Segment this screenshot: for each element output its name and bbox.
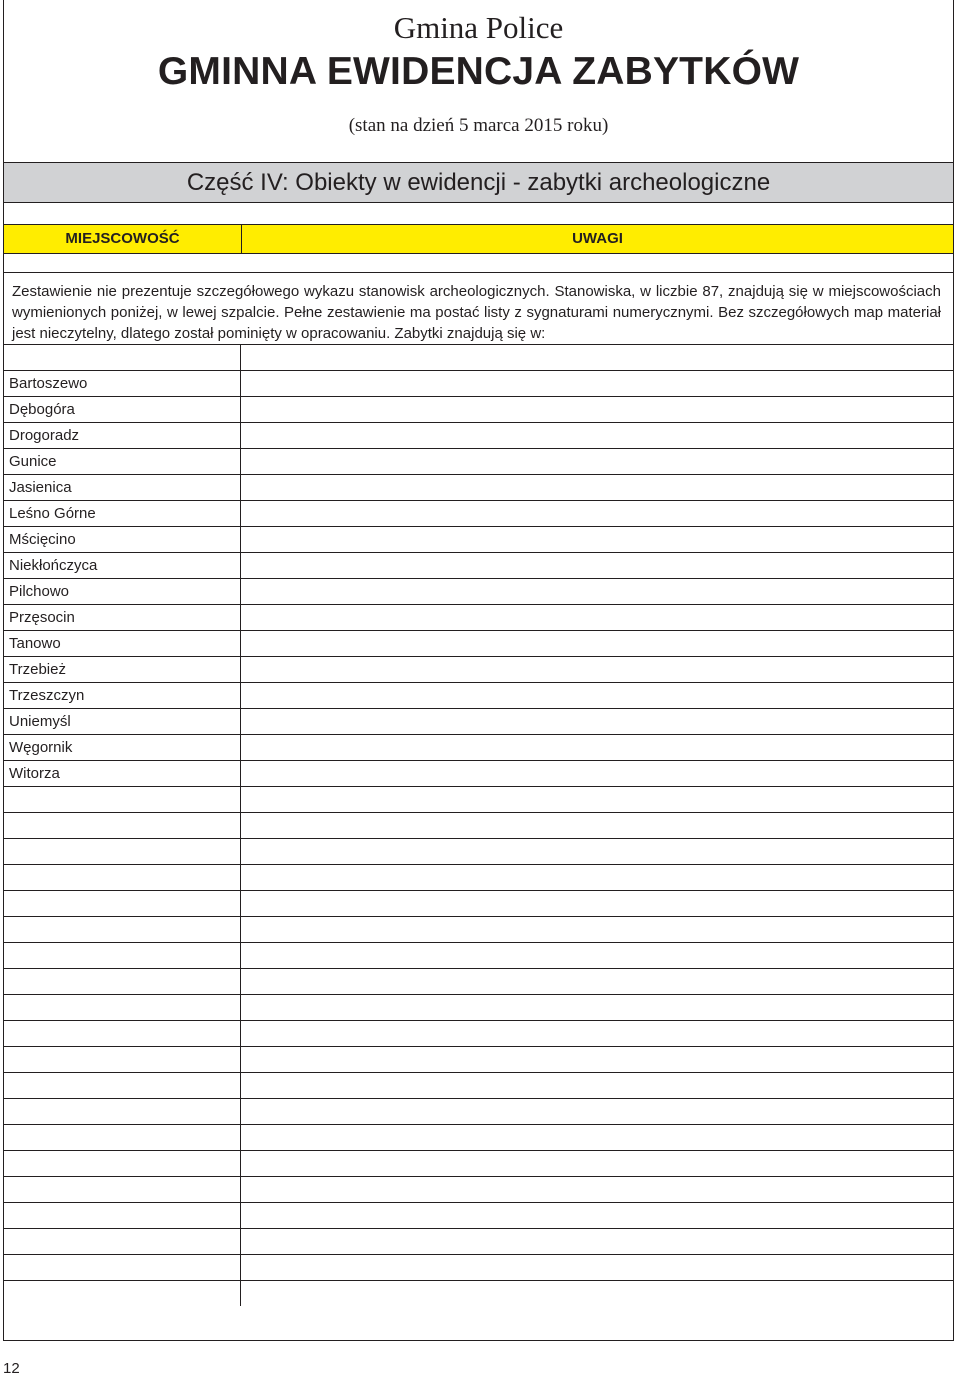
- table-row: [4, 708, 953, 734]
- place-name: [4, 1047, 241, 1072]
- table-row: [4, 1254, 953, 1280]
- table-row: [4, 682, 953, 708]
- place-name: [4, 1021, 241, 1046]
- table-row: [4, 1098, 953, 1124]
- table-row: [4, 344, 953, 370]
- place-name: Drogoradz: [4, 423, 241, 448]
- place-name: [4, 1229, 241, 1254]
- place-name: [4, 865, 241, 890]
- table-row: [4, 890, 953, 916]
- divider: [4, 272, 953, 273]
- place-name: Pilchowo: [4, 579, 241, 604]
- place-name: [4, 969, 241, 994]
- document-header: [4, 0, 953, 163]
- table-row: [4, 760, 953, 786]
- place-name: [4, 1281, 241, 1306]
- place-name: Jasienica: [4, 475, 241, 500]
- table-row: [4, 1202, 953, 1228]
- places-table: [4, 344, 953, 1306]
- table-row: [4, 994, 953, 1020]
- table-row: [4, 1046, 953, 1072]
- table-row: [4, 1228, 953, 1254]
- place-name: [4, 345, 241, 370]
- place-name: [4, 943, 241, 968]
- place-name: Mścięcino: [4, 527, 241, 552]
- table-row: [4, 500, 953, 526]
- place-name: [4, 839, 241, 864]
- place-name: Leśno Górne: [4, 501, 241, 526]
- table-row: [4, 916, 953, 942]
- place-name: [4, 917, 241, 942]
- place-name: [4, 1099, 241, 1124]
- table-row: [4, 1176, 953, 1202]
- table-row: [4, 968, 953, 994]
- place-name: [4, 891, 241, 916]
- place-name: Węgornik: [4, 735, 241, 760]
- table-row: [4, 578, 953, 604]
- table-row: [4, 604, 953, 630]
- place-name: Trzebież: [4, 657, 241, 682]
- table-row: [4, 630, 953, 656]
- page-number: 12: [3, 1360, 20, 1377]
- table-row: [4, 474, 953, 500]
- table-row: [4, 734, 953, 760]
- place-name: Witorza: [4, 761, 241, 786]
- column-header-miejscowosc: MIEJSCOWOŚĆ: [4, 225, 242, 253]
- table-row: [4, 526, 953, 552]
- place-name: Przęsocin: [4, 605, 241, 630]
- place-name: Tanowo: [4, 631, 241, 656]
- place-name: [4, 813, 241, 838]
- table-row: [4, 812, 953, 838]
- note-paragraph: Zestawienie nie prezentuje szczegółowego wykazu stanowisk archeologicznych. Stanowiska, w liczbie 87, znajdują się w miejscowościach wymienionych poniżej, w lewej szpalcie. Pełne zestawienie ma postać listy z sygnaturami numerycznymi. Bez szczegółowych map materiał jest nieczytelny, dlatego został pominięty w opracowaniu. Zabytki znajdują się w:: [12, 283, 941, 342]
- table-row: [4, 448, 953, 474]
- column-header-uwagi: UWAGI: [572, 230, 623, 247]
- table-row: [4, 1280, 953, 1306]
- document-title: GMINNA EWIDENCJA ZABYTKÓW: [157, 50, 800, 93]
- place-name: Gunice: [4, 449, 241, 474]
- table-row: [4, 864, 953, 890]
- table-row: [4, 396, 953, 422]
- place-name: [4, 995, 241, 1020]
- table-row: [4, 370, 953, 396]
- table-row: [4, 1150, 953, 1176]
- table-row: [4, 942, 953, 968]
- place-name: Trzeszczyn: [4, 683, 241, 708]
- document-frame: [3, 0, 954, 1341]
- table-row: [4, 422, 953, 448]
- table-row: [4, 1072, 953, 1098]
- place-name: [4, 1073, 241, 1098]
- place-name: [4, 1177, 241, 1202]
- place-name: Niekłończyca: [4, 553, 241, 578]
- place-name: [4, 787, 241, 812]
- table-row: [4, 1124, 953, 1150]
- place-name: [4, 1125, 241, 1150]
- place-name: Bartoszewo: [4, 371, 241, 396]
- table-row: [4, 838, 953, 864]
- table-header: [4, 224, 953, 254]
- document-date: (stan na dzień 5 marca 2015 roku): [348, 115, 609, 136]
- table-row: [4, 552, 953, 578]
- place-name: [4, 1255, 241, 1280]
- place-name: [4, 1203, 241, 1228]
- table-row: [4, 1020, 953, 1046]
- table-row: [4, 786, 953, 812]
- place-name: [4, 1151, 241, 1176]
- place-name: Uniemyśl: [4, 709, 241, 734]
- municipality-name: Gmina Police: [393, 10, 564, 45]
- section-title: Część IV: Obiekty w ewidencji - zabytki archeologiczne: [4, 163, 953, 203]
- place-name: Dębogóra: [4, 397, 241, 422]
- table-row: [4, 656, 953, 682]
